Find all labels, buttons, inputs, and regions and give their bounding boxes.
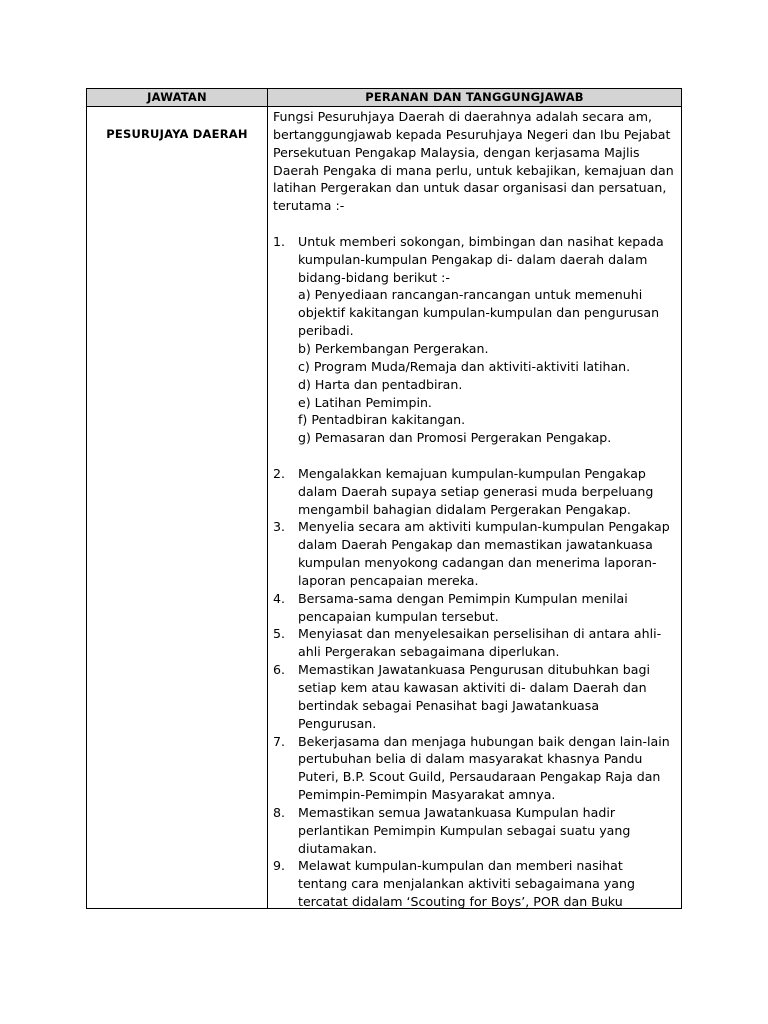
item-line: pencapaian kumpulan tersebut. <box>298 608 499 624</box>
intro-line: Daerah Pengaka di mana perlu, untuk kebajikan, kemajuan dan <box>273 162 674 178</box>
item-line: Melawat kumpulan-kumpulan dan memberi nasihat <box>298 858 623 874</box>
responsibilities-list <box>273 233 677 911</box>
item-line: f) Pentadbiran kakitangan. <box>298 412 466 428</box>
list-item <box>273 661 677 732</box>
list-item <box>273 518 677 589</box>
item-number: 4. <box>273 590 286 606</box>
item-line: perlantikan Pemimpin Kumpulan sebagai suatu yang <box>298 822 631 838</box>
header-jawatan: JAWATAN <box>147 90 207 104</box>
intro-line: Fungsi Pesuruhjaya Daerah di daerahnya adalah secara am, <box>273 109 653 124</box>
item-line: ahli Pergerakan sebagaimana diperlukan. <box>298 644 560 660</box>
list-item <box>273 233 677 447</box>
item-line: Bekerjasama dan menjaga hubungan baik dengan lain-lain <box>298 733 670 749</box>
roles-table <box>86 88 682 909</box>
item-line: Pengurusan. <box>298 715 377 731</box>
list-item <box>273 465 677 519</box>
item-number: 9. <box>273 858 286 874</box>
intro-paragraph <box>273 108 677 215</box>
item-number: 2. <box>273 465 286 481</box>
item-line: pertubuhan belia di dalam masyarakat khasnya Pandu <box>298 751 643 767</box>
item-line: Pemimpin-Pemimpin Masyarakat amnya. <box>298 787 556 803</box>
item-line: Mengalakkan kemajuan kumpulan-kumpulan Pengakap <box>298 465 646 481</box>
item-line: bidang-bidang berikut :- <box>298 269 450 285</box>
list-item <box>273 857 677 911</box>
item-number: 3. <box>273 519 286 535</box>
list-item <box>273 590 677 626</box>
column-divider <box>267 89 268 908</box>
item-line: mengambil bahagian didalam Pergerakan Pengakap. <box>298 501 631 517</box>
intro-line: Persekutuan Pengakap Malaysia, dengan kerjasama Majlis <box>273 144 640 160</box>
item-line: Bersama-sama dengan Pemimpin Kumpulan menilai <box>298 590 628 606</box>
item-line: e) Latihan Pemimpin. <box>298 394 432 410</box>
role-title: PESURUJAYA DAERAH <box>106 127 248 141</box>
item-line: Puteri, B.P. Scout Guild, Persaudaraan Pengakap Raja dan <box>298 769 661 785</box>
list-item <box>273 625 677 661</box>
item-line: kumpulan menyokong cadangan dan menerima laporan- <box>298 555 657 571</box>
list-item <box>273 733 677 804</box>
item-line: tercatat didalam ‘Scouting for Boys’, POR dan Buku <box>298 894 623 910</box>
item-line: objektif kakitangan kumpulan-kumpulan dan pengurusan <box>298 305 660 321</box>
header-peranan: PERANAN DAN TANGGUNGJAWAB <box>365 90 584 104</box>
item-line: dalam Daerah supaya setiap generasi muda berpeluang <box>298 483 654 499</box>
spacer <box>273 215 677 233</box>
item-number: 5. <box>273 626 286 642</box>
intro-line: bertanggungjawab kepada Pesuruhjaya Negeri dan Ibu Pejabat <box>273 126 671 142</box>
item-line: c) Program Muda/Remaja dan aktiviti-aktiviti latihan. <box>298 358 631 374</box>
item-number: 6. <box>273 662 286 678</box>
item-line: g) Pemasaran dan Promosi Pergerakan Pengakap. <box>298 430 612 446</box>
item-number: 1. <box>273 233 286 249</box>
intro-line: latihan Pergerakan dan untuk dasar organisasi dan persatuan, <box>273 180 667 196</box>
item-line: laporan pencapaian mereka. <box>298 572 479 588</box>
item-line: Menyiasat dan menyelesaikan perselisihan di antara ahli- <box>298 626 662 642</box>
item-line: peribadi. <box>298 323 354 339</box>
spacer <box>273 447 677 465</box>
item-line: Memastikan Jawatankuasa Pengurusan ditubuhkan bagi <box>298 662 650 678</box>
item-line: kumpulan-kumpulan Pengakap di- dalam daerah dalam <box>298 251 648 267</box>
item-line: d) Harta dan pentadbiran. <box>298 376 463 392</box>
intro-line: terutama :- <box>273 198 345 214</box>
responsibilities-cell <box>273 108 677 911</box>
item-line: Menyelia secara am aktiviti kumpulan-kumpulan Pengakap <box>298 519 670 535</box>
item-line: diutamakan. <box>298 840 377 856</box>
item-number: 7. <box>273 733 286 749</box>
item-line: tentang cara menjalankan aktiviti sebagaimana yang <box>298 876 635 892</box>
item-line: setiap kem atau kawasan aktiviti di- dalam Daerah dan <box>298 680 647 695</box>
item-number: 8. <box>273 804 286 820</box>
item-line: a) Penyediaan rancangan-rancangan untuk memenuhi <box>298 287 643 303</box>
item-line: Untuk memberi sokongan, bimbingan dan nasihat kepada <box>298 233 664 249</box>
item-line: Memastikan semua Jawatankuasa Kumpulan hadir <box>298 804 616 820</box>
item-line: b) Perkembangan Pergerakan. <box>298 340 489 356</box>
list-item <box>273 804 677 858</box>
table-header-row <box>87 89 681 107</box>
item-line: dalam Daerah Pengakap dan memastikan jawatankuasa <box>298 537 653 553</box>
item-line: bertindak sebagai Penasihat bagi Jawatankuasa <box>298 697 600 713</box>
